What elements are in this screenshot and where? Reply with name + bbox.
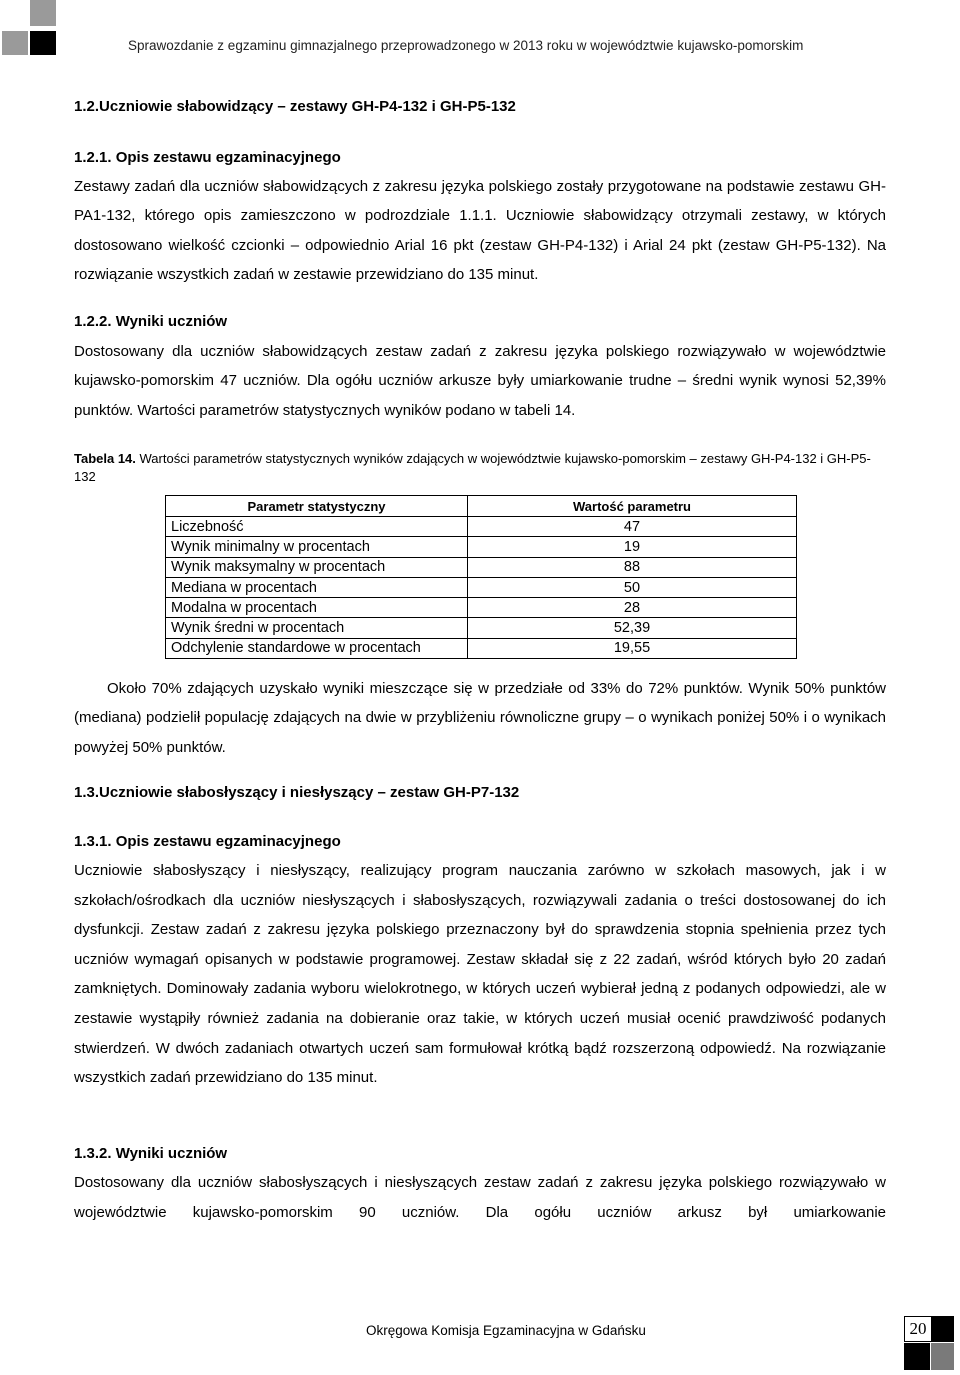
parameter-cell: Mediana w procentach [166,577,468,597]
running-header: Sprawozdanie z egzaminu gimnazjalnego przeprowadzonego w 2013 roku w województwie kujawsko-pomorskim [128,38,804,53]
parameter-cell: Modalna w procentach [166,598,468,618]
section-heading-1-3-2: 1.3.2. Wyniki uczniów [74,1145,228,1162]
table-row [166,598,797,618]
table-caption [74,450,886,486]
table-caption-label: Tabela 14. [74,451,136,466]
section-heading-1-2-1: 1.2.1. Opis zestawu egzaminacyjnego [74,149,341,166]
page-number-box [904,1316,954,1370]
report-logo [0,0,60,60]
table-header-row [166,496,797,517]
section-heading-1-3-1: 1.3.1. Opis zestawu egzaminacyjnego [74,833,341,850]
table-row [166,618,797,638]
footer-text: Okręgowa Komisja Egzaminacyjna w Gdańsku [366,1323,646,1338]
value-cell: 19 [468,537,797,557]
section-heading-1-2: 1.2.Uczniowie słabowidzący – zestawy GH-P4-132 i GH-P5-132 [74,98,516,115]
table-row [166,638,797,658]
parameter-cell: Odchylenie standardowe w procentach [166,638,468,658]
parameter-cell: Wynik minimalny w procentach [166,537,468,557]
value-cell: 47 [468,517,797,537]
statistics-table [165,495,797,659]
value-cell: 88 [468,557,797,577]
table-row [166,577,797,597]
value-cell: 28 [468,598,797,618]
paragraph-1-2-1: Zestawy zadań dla uczniów słabowidzących z zakresu języka polskiego zostały przygotowane na podstawie zestawu GH-PA1-132, którego opis zamieszczono w podrozdziale 1.1.1. Uczniowie słabowidzący otrzymali zestawy, w których dostosowano wielkość czcionki – odpowiednio Arial 16 pkt (zestaw GH-P4-132) i Arial 24 pkt (zestaw GH-P5-132). Na rozwiązanie wszystkich zadań w zestawie przewidziano do 135 minut. [74,178,886,283]
column-header-value: Wartość parametru [468,496,797,517]
value-cell: 52,39 [468,618,797,638]
value-cell: 50 [468,577,797,597]
table-row [166,537,797,557]
paragraph-1-2-2: Dostosowany dla uczniów słabowidzących zestaw zadań z zakresu języka polskiego rozwiązywało w województwie kujawsko-pomorskim 47 uczniów. Dla ogółu uczniów arkusze były umiarkowanie trudne – średni wynik wynosi 52,39% punktów. Wartości parametrów statystycznych wyników podano w tabeli 14. [74,343,886,419]
paragraph-1-3-2: Dostosowany dla uczniów słabosłyszących i niesłyszących zestaw zadań z zakresu języka polskiego rozwiązywało w województwie kujawsko-pomorskim 90 uczniów. Dla ogółu uczniów arkusz był umiarkowanie [74,1174,886,1221]
section-heading-1-2-2: 1.2.2. Wyniki uczniów [74,313,228,330]
paragraph-after-table: Około 70% zdających uzyskało wyniki mieszczące się w przedziałe od 33% do 72% punktów. Wynik 50% punktów (mediana) podzielił populację zdających na dwie w przybliżeniu równoliczne grupy – o wynikach poniżej 50% i o wynikach powyżej 50% punktów. [74,680,886,756]
parameter-cell: Wynik maksymalny w procentach [166,557,468,577]
table-row [166,557,797,577]
value-cell: 19,55 [468,638,797,658]
table-caption-text: Wartości parametrów statystycznych wyników zdających w województwie kujawsko-pomorskim – zestawy GH-P4-132 i GH-P5-132 [74,451,871,484]
parameter-cell: Wynik średni w procentach [166,618,468,638]
table-row [166,517,797,537]
paragraph-1-3-1: Uczniowie słabosłyszący i niesłyszący, realizujący program nauczania zarówno w szkołach masowych, jak i w szkołach/ośrodkach dla uczniów niesłyszących i słabosłyszących, rozwiązywali zadania o treści dostosowanej do ich dysfunkcji. Zestaw zadań z zakresu języka polskiego przeznaczony był do sprawdzenia stopnia spełnienia przez tych uczniów wymagań opisanych w podstawie programowej. Zestaw składał się z 22 zadań, wśród których było 20 zadań zamkniętych. Dominowały zadania wyboru wielokrotnego, w których uczeń wybierał jedną z podanych odpowiedzi, ale w zestawie wystąpiły również zadania na dobieranie oraz takie, w których uczeń musiał ocenić prawdziwość podanych stwierdzeń. W dwóch zadaniach otwartych uczeń sam formułował krótką bądź rozszerzoną odpowiedź. Na rozwiązanie wszystkich zadań przewidziano do 135 minut. [74,862,886,1087]
section-heading-1-3: 1.3.Uczniowie słabosłyszący i niesłyszący – zestaw GH-P7-132 [74,784,520,801]
column-header-parameter: Parametr statystyczny [166,496,468,517]
parameter-cell: Liczebność [166,517,468,537]
page-number: 20 [904,1316,932,1342]
